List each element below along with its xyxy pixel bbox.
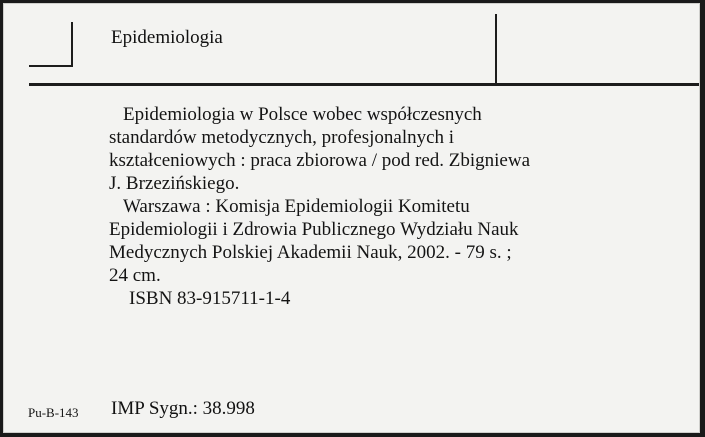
isbn: ISBN 83-915711-1-4: [129, 288, 291, 309]
catalog-card: [3, 3, 700, 433]
signature-number: IMP Sygn.: 38.998: [111, 398, 255, 419]
imprint-line-4: 24 cm.: [109, 265, 161, 286]
bibliographic-description: [109, 103, 689, 310]
subject-heading: Epidemiologia: [111, 27, 223, 48]
corner-mark-vertical: [71, 22, 73, 67]
imprint-line-2: Epidemiologii i Zdrowia Publicznego Wydziału Nauk: [109, 219, 519, 240]
vertical-rule: [495, 14, 497, 86]
imprint-line-3: Medycznych Polskiej Akademii Nauk, 2002. - 79 s. ;: [109, 242, 512, 263]
title-line-4: J. Brzezińskiego.: [109, 173, 240, 194]
imprint-line-1: Warszawa : Komisja Epidemiologii Komitetu: [123, 196, 470, 217]
call-number: Pu-B-143: [28, 405, 79, 420]
corner-mark-horizontal: [29, 65, 73, 67]
title-line-1: Epidemiologia w Polsce wobec współczesnych: [123, 104, 482, 125]
title-line-3: kształceniowych : praca zbiorowa / pod red. Zbigniewa: [109, 150, 531, 171]
title-line-2: standardów metodycznych, profesjonalnych i: [109, 127, 455, 148]
horizontal-rule: [29, 83, 700, 86]
